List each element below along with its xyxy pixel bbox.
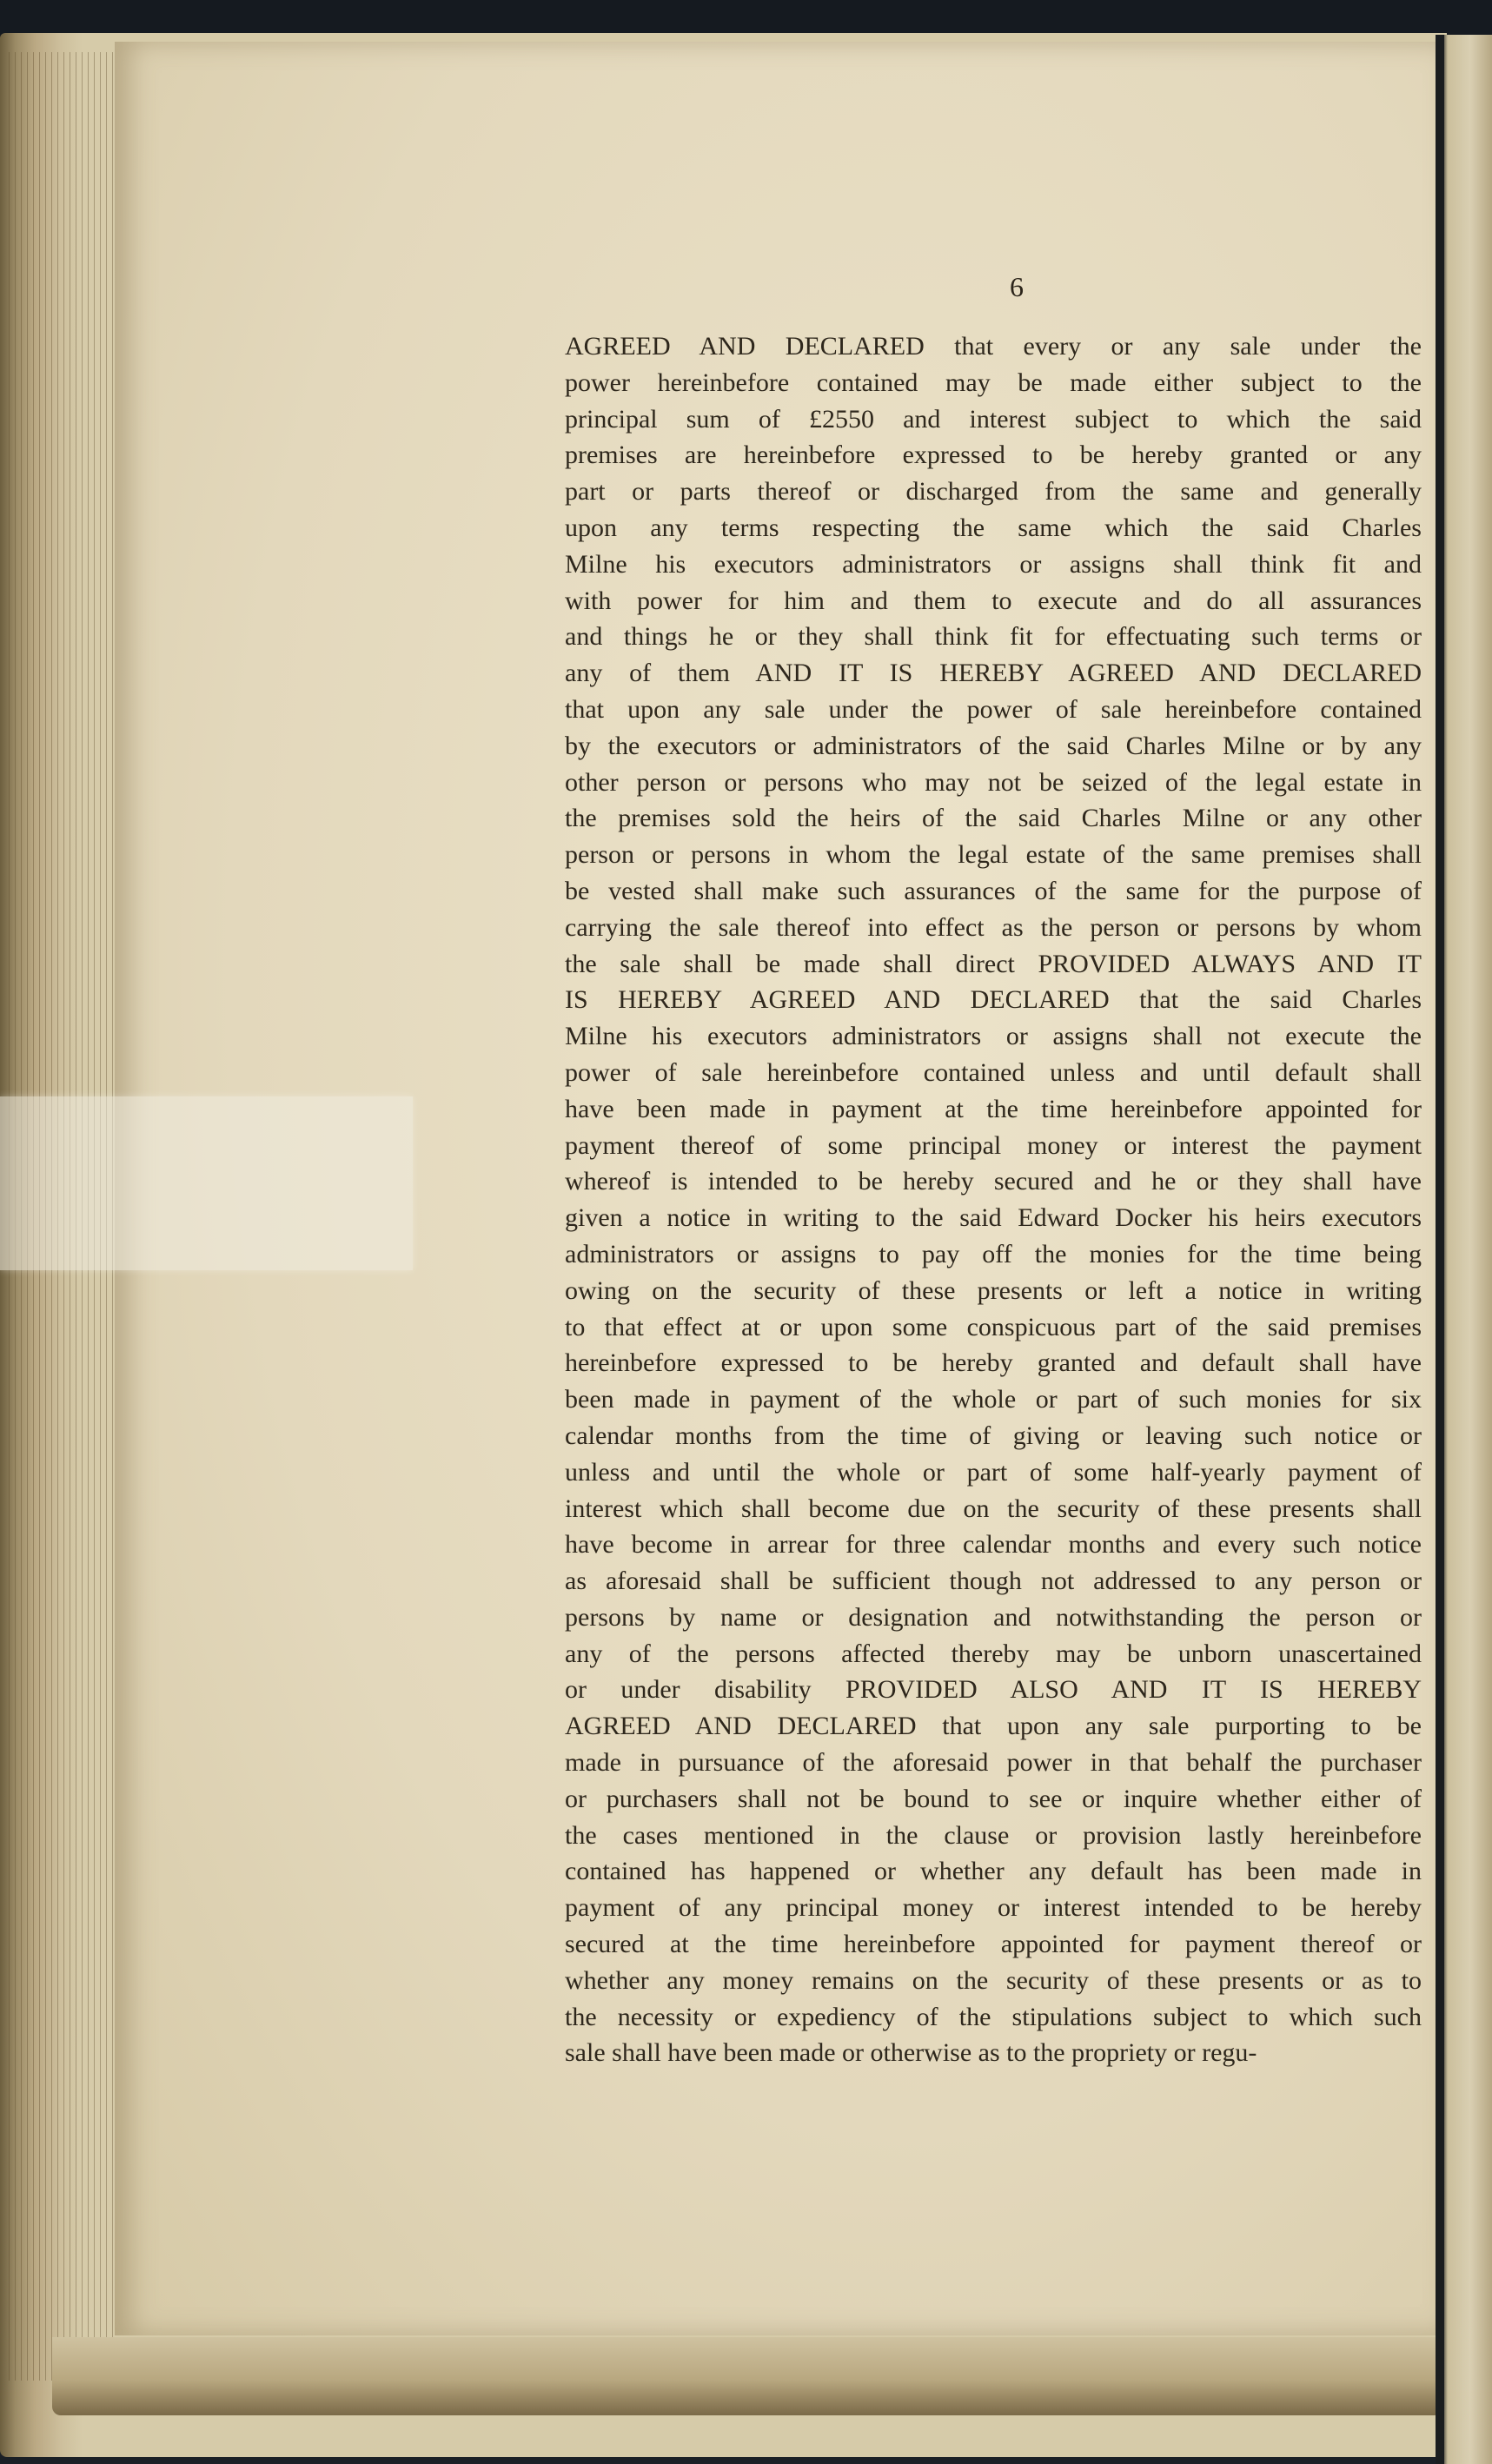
text-line: payment thereof of some principal money or interest the payment — [565, 1130, 1422, 1160]
text-line: persons by name or designation and notwithstanding the person or — [565, 1602, 1422, 1632]
text-line: interest which shall become due on the security of these presents shall — [565, 1494, 1422, 1523]
text-line: sale shall have been made or otherwise as to the propriety or regu- — [565, 2038, 1257, 2068]
text-line: upon any terms respecting the same which the said Charles — [565, 513, 1422, 542]
text-line: owing on the security of these presents or left a notice in writing — [565, 1275, 1422, 1305]
text-line: other person or persons who may not be seized of the legal estate in — [565, 767, 1422, 797]
text-line: by the executors or administrators of the said Charles Milne or by any — [565, 731, 1422, 760]
text-line: that upon any sale under the power of sale hereinbefore contained — [565, 694, 1422, 724]
text-line: be vested shall make such assurances of the same for the purpose of — [565, 876, 1422, 905]
text-line: been made in payment of the whole or part of such monies for six — [565, 1385, 1422, 1414]
text-line: AGREED AND DECLARED that every or any sale under the — [565, 332, 1422, 361]
text-line: to that effect at or upon some conspicuous part of the said premises — [565, 1312, 1422, 1341]
text-line: IS HEREBY AGREED AND DECLARED that the said Charles — [565, 985, 1422, 1015]
text-line: unless and until the whole or part of some half-yearly payment of — [565, 1457, 1422, 1487]
text-line: the sale shall be made shall direct PROVIDED ALWAYS AND IT — [565, 949, 1422, 978]
text-line: principal sum of £2550 and interest subject to which the said — [565, 404, 1422, 434]
page-number: 6 — [1010, 271, 1024, 302]
text-line: made in pursuance of the aforesaid power in that behalf the purchaser — [565, 1748, 1422, 1778]
text-line: carrying the sale thereof into effect as the person or persons by whom — [565, 912, 1422, 942]
text-line: as aforesaid shall be sufficient though not addressed to any person or — [565, 1566, 1422, 1596]
text-line: have become in arrear for three calendar months and every such notice — [565, 1530, 1422, 1560]
text-line: Milne his executors administrators or assigns shall not execute the — [565, 1022, 1422, 1051]
text-line: power hereinbefore contained may be made either subject to the — [565, 368, 1422, 397]
binding-gap — [1436, 35, 1444, 2464]
repair-tape — [0, 1096, 413, 1270]
text-line: Milne his executors administrators or assigns shall think fit and — [565, 549, 1422, 579]
text-line: hereinbefore expressed to be hereby granted and default shall have — [565, 1348, 1422, 1378]
text-line: the cases mentioned in the clause or provision lastly hereinbefore — [565, 1820, 1422, 1850]
page-bottom-edge — [52, 2337, 1460, 2415]
text-line: power of sale hereinbefore contained unless and until default shall — [565, 1057, 1422, 1087]
text-line: AGREED AND DECLARED that upon any sale purporting to be — [565, 1712, 1422, 1741]
text-line: administrators or assigns to pay off the monies for the time being — [565, 1239, 1422, 1268]
text-line: premises are hereinbefore expressed to be hereby granted or any — [565, 440, 1422, 470]
text-line: the necessity or expediency of the stipulations subject to which such — [565, 2002, 1422, 2031]
text-line: have been made in payment at the time hereinbefore appointed for — [565, 1094, 1422, 1123]
body-text — [565, 328, 1422, 2071]
text-line: the premises sold the heirs of the said Charles Milne or any other — [565, 804, 1422, 833]
text-line: given a notice in writing to the said Edward Docker his heirs executors — [565, 1203, 1422, 1233]
text-line: contained has happened or whether any default has been made in — [565, 1857, 1422, 1886]
text-line: secured at the time hereinbefore appointed for payment thereof or — [565, 1930, 1422, 1959]
text-line: calendar months from the time of giving or leaving such notice or — [565, 1421, 1422, 1450]
text-line: with power for him and them to execute and do all assurances — [565, 586, 1422, 615]
text-line: whereof is intended to be hereby secured and he or they shall have — [565, 1167, 1422, 1196]
text-line: and things he or they shall think fit for effectuating such terms or — [565, 622, 1422, 652]
text-line: or under disability PROVIDED ALSO AND IT IS HEREBY — [565, 1675, 1422, 1705]
text-line: payment of any principal money or interest intended to be hereby — [565, 1893, 1422, 1923]
text-line: whether any money remains on the security of these presents or as to — [565, 1965, 1422, 1995]
text-line: part or parts thereof or discharged from the same and generally — [565, 477, 1422, 507]
text-line: person or persons in whom the legal estate of the same premises shall — [565, 840, 1422, 870]
text-line: any of the persons affected thereby may be unborn unascertained — [565, 1639, 1422, 1668]
text-line: or purchasers shall not be bound to see or inquire whether either of — [565, 1784, 1422, 1813]
text-line: any of them AND IT IS HEREBY AGREED AND DECLARED — [565, 659, 1422, 688]
